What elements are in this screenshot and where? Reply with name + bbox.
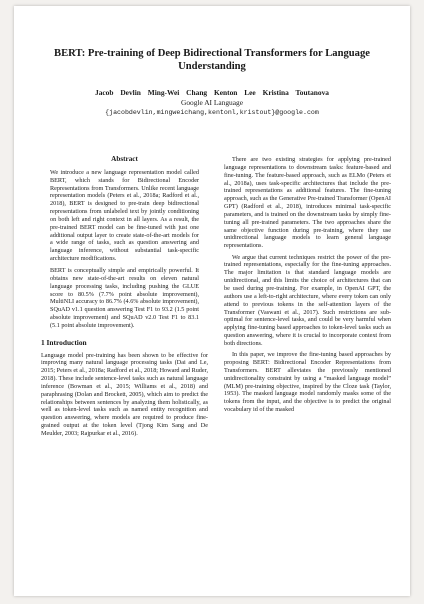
affiliation: Google AI Language — [181, 98, 243, 107]
author-list: Jacob Devlin Ming-Wei Chang Kenton Lee Kristina Toutanova — [95, 88, 329, 97]
intro-heading: 1 Introduction — [41, 337, 87, 347]
abstract-heading: Abstract — [111, 155, 138, 163]
abstract-paragraph-1: We introduce a new language representation model called BERT, which stands for Bidirectional Encoder Representations from Transformers. Unlike recent language representation models (Peters et al., 2018a; Radford et al., 2018), BERT is designed to pre-train deep bidirectional representations from unlabeled text by jointly conditioning on both left and right context in all layers. As a result, the pre-trained BERT model can be fine-tuned with just one additional output layer to create state-of-the-art models for a wide range of tasks, such as question answering and language inference, without substantial task-specific architecture modifications. — [50, 168, 199, 263]
abstract-body — [41, 169, 208, 330]
right-column — [224, 156, 391, 414]
author-emails: {jacobdevlin,mingweichang,kentonl,kristout}@google.com — [105, 109, 319, 116]
paper-page — [14, 6, 410, 596]
left-column — [41, 156, 208, 438]
paper-title: BERT: Pre-training of Deep Bidirectional Transformers for Language Understanding — [54, 48, 370, 72]
abstract-paragraph-2: BERT is conceptually simple and empirically powerful. It obtains new state-of-the-art results on eleven natural language processing tasks, including pushing the GLUE score to 80.5% (7.7% point absolute improvement), MultiNLI accuracy to 86.7% (4.6% absolute improvement), SQuAD v1.1 question answering Test F1 to 93.2 (1.5 point absolute improvement) and SQuAD v2.0 Test F1 to 83.1 (5.1 point absolute improvement). — [50, 266, 199, 329]
right-paragraph-3: In this paper, we improve the fine-tuning based approaches by proposing BERT: Bidirectional Encoder Representations from Transformers. BERT alleviates the previously mentioned unidirectionality constraint by using a “masked language model” (MLM) pre-training objective, inspired by the Cloze task (Taylor, 1953). The masked language model randomly masks some of the tokens from the input, and the objective is to predict the original vocabulary id of the masked — [224, 351, 391, 414]
intro-paragraph-1: Language model pre-training has been shown to be effective for improving many natural language processing tasks (Dai and Le, 2015; Peters et al., 2018a; Radford et al., 2018; Howard and Ruder, 2018). These include sentence-level tasks such as natural language inference (Bowman et al., 2015; Williams et al., 2018) and paraphrasing (Dolan and Brockett, 2005), which aim to predict the relationships between sentences by analyzing them holistically, as well as token-level tasks such as named entity recognition and question answering, where models are required to produce fine-grained output at the token level (Tjong Kim Sang and De Meulder, 2003; Rajpurkar et al., 2016). — [41, 351, 208, 437]
right-paragraph-1: There are two existing strategies for applying pre-trained language representations to downstream tasks: feature-based and fine-tuning. The feature-based approach, such as ELMo (Peters et al., 2018a), uses task-specific architectures that include the pre-trained representations as additional features. The fine-tuning approach, such as the Generative Pre-trained Transformer (OpenAI GPT) (Radford et al., 2018), introduces minimal task-specific parameters, and is trained on the downstream tasks by simply fine-tuning all pre-trained parameters. The two approaches share the same objective function during pre-training, where they use unidirectional language models to learn general language representations. — [224, 156, 391, 250]
right-paragraph-2: We argue that current techniques restrict the power of the pre-trained representations, especially for the fine-tuning approaches. The major limitation is that standard language models are unidirectional, and this limits the choice of architectures that can be used during pre-training. For example, in OpenAI GPT, the authors use a left-to-right architecture, where every token can only attend to previous tokens in the self-attention layers of the Transformer (Vaswani et al., 2017). Such restrictions are sub-optimal for sentence-level tasks, and could be very harmful when applying fine-tuning based approaches to token-level tasks such as question answering, where it is crucial to incorporate context from both directions. — [224, 253, 391, 347]
